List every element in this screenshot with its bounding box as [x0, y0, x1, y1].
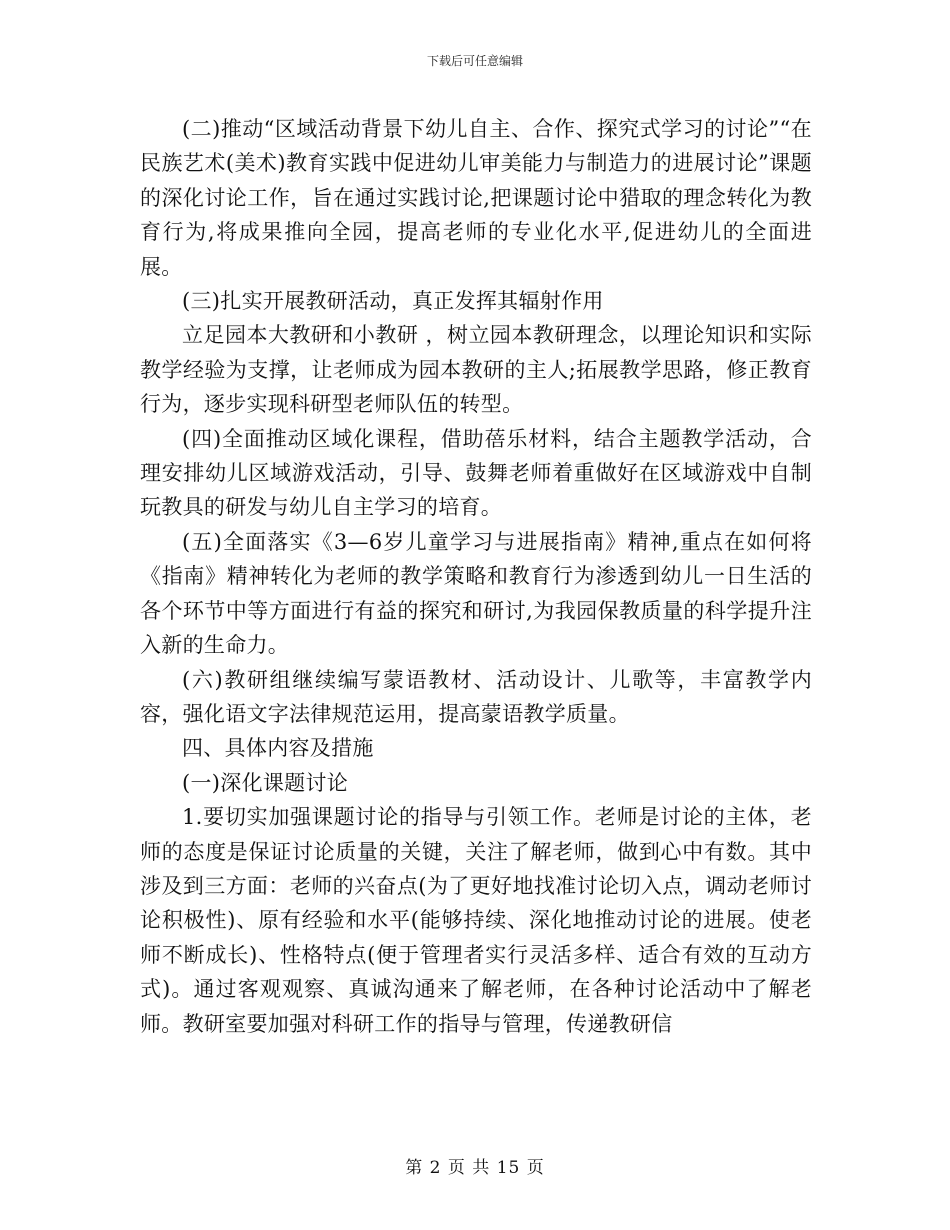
subsection-heading-deepen-research: (一)深化课题讨论	[182, 770, 349, 795]
page-number-footer: 第 2 页 共 15 页	[405, 1158, 545, 1178]
document-body	[140, 112, 812, 1041]
paragraph-guide-implementation: (五)全面落实《3—6岁儿童学习与进展指南》精神,重点在如何将《指南》精神转化为老师的教学策略和教育行为渗透到幼儿一日生活的各个环节中等方面进行有益的探究和研讨,为我园保教质量的科学提升注入新的生命力。	[140, 529, 812, 658]
paragraph-teaching-research-body: 立足园本大教研和小教研 ，树立园本教研理念，以理论知识和实际教学经验为支撑，让老师成为园本教研的主人;拓展教学思路，修正教育行为，逐步实现科研型老师队伍的转型。	[140, 323, 812, 417]
paragraph-teaching-research-heading: (三)扎实开展教研活动，真正发挥其辐射作用	[182, 289, 604, 314]
page-header: 下载后可任意编辑	[426, 54, 523, 68]
paragraph-regional-curriculum: (四)全面推动区域化课程，借助蓓乐材料，结合主题教学活动，合理安排幼儿区域游戏活动，引导、鼓舞老师着重做好在区域游戏中自制玩教具的研发与幼儿自主学习的培育。	[140, 426, 812, 520]
paragraph-research-guidance: 1.要切实加强课题讨论的指导与引领工作。老师是讨论的主体，老师的态度是保证讨论质量的关键，关注了解老师，做到心中有数。其中涉及到三方面：老师的兴奋点(为了更好地找准讨论切入点，调动老师讨论积极性)、原有经验和水平(能够持续、深化地推动讨论的进展。使老师不断成长)、性格特点(便于管理者实行灵活多样、适合有效的互动方式)。通过客观观察、真诚沟通来了解老师，在各种讨论活动中了解老师。教研室要加强对科研工作的指导与管理，传递教研信	[140, 805, 812, 1036]
paragraph-mongolian-materials: (六)教研组继续编写蒙语教材、活动设计、儿歌等，丰富教学内容，强化语文字法律规范运用，提高蒙语教学质量。	[140, 667, 812, 726]
paragraph-research-topics: (二)推动“区域活动背景下幼儿自主、合作、探究式学习的讨论”“在民族艺术(美术)教育实践中促进幼儿审美能力与制造力的进展讨论”课题的深化讨论工作，旨在通过实践讨论,把课题讨论中猎取的理念转化为教育行为,将成果推向全园，提高老师的专业化水平,促进幼儿的全面进展。	[140, 117, 812, 279]
section-heading-measures: 四、具体内容及措施	[182, 736, 374, 761]
